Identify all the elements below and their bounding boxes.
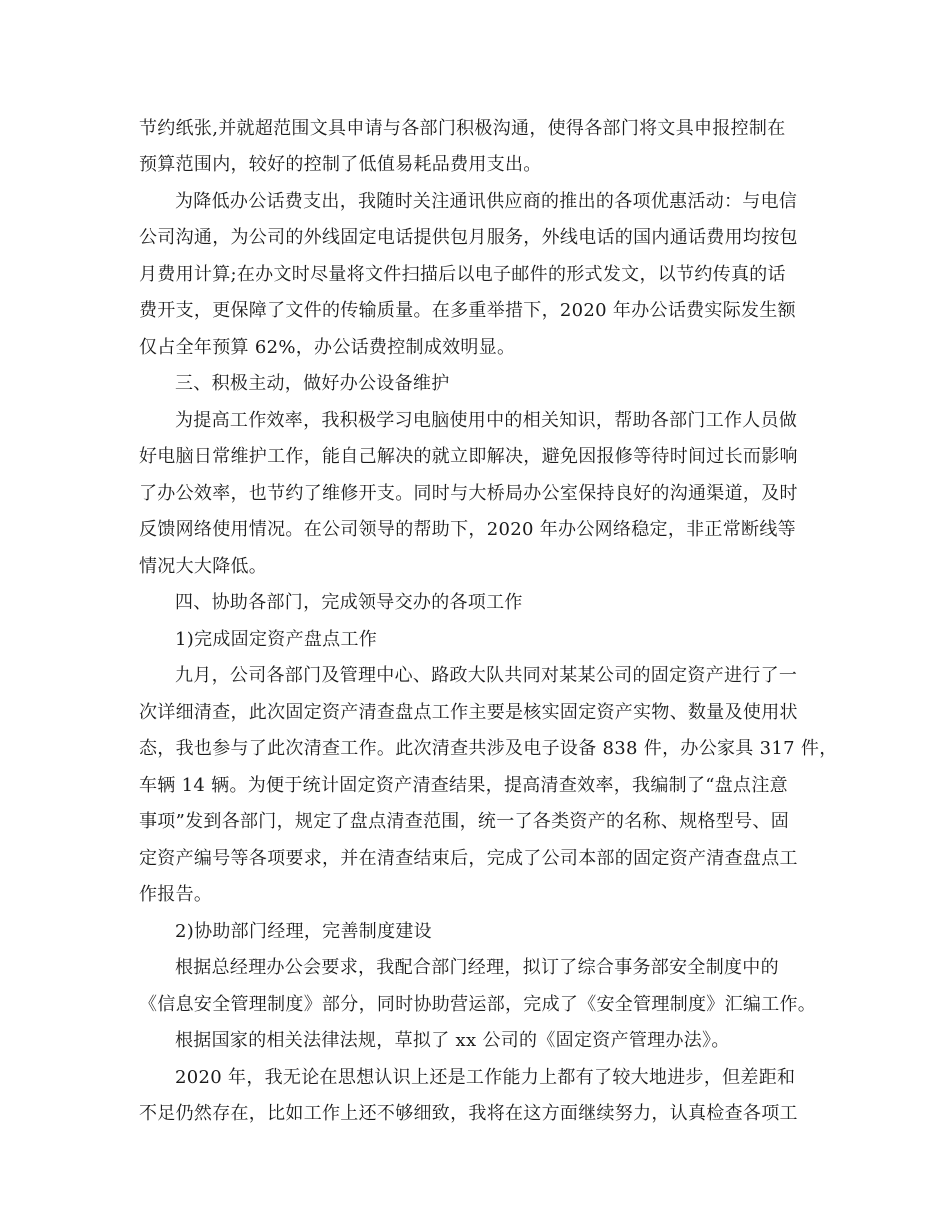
subsection-heading: 1)完成固定资产盘点工作 [175,629,378,650]
section-heading: 三、积极主动，做好办公设备维护 [175,373,450,394]
text-line: 车辆 14 辆。为便于统计固定资产清查结果，提高清查效率，我编制了“盘点注意 [139,775,788,796]
text-line: 月费用计算;在办文时尽量将文件扫描后以电子邮件的形式发文，以节约传真的话 [139,264,786,285]
text-line: 根据总经理办公会要求，我配合部门经理，拟订了综合事务部安全制度中的 [175,957,779,978]
text-line: 次详细清查，此次固定资产清查盘点工作主要是核实固定资产实物、数量及使用状 [139,702,798,723]
text-line: 不足仍然存在，比如工作上还不够细致，我将在这方面继续努力，认真检查各项工 [139,1103,798,1124]
text-line: 根据国家的相关法律法规，草拟了 xx 公司的《固定资产管理办法》。 [175,1030,730,1051]
text-line: 费开支，更保障了文件的传输质量。在多重举措下，2020 年办公话费实际发生额 [139,300,796,321]
text-line: 为降低办公话费支出，我随时关注通讯供应商的推出的各项优惠活动：与电信 [175,191,798,212]
text-line: 态，我也参与了此次清查工作。此次清查共涉及电子设备 838 件，办公家具 317 件， [139,738,838,759]
text-line: 事项”发到各部门，规定了盘点清查范围，统一了各类资产的名称、规格型号、固 [139,811,789,832]
text-line: 预算范围内，较好的控制了低值易耗品费用支出。 [139,154,542,175]
text-line: 九月，公司各部门及管理中心、路政大队共同对某某公司的固定资产进行了一 [175,665,798,686]
text-line: 情况大大降低。 [139,556,268,577]
section-heading: 四、协助各部门，完成领导交办的各项工作 [175,592,523,613]
subsection-heading: 2)协助部门经理，完善制度建设 [175,921,432,942]
text-line: 节约纸张,并就超范围文具申请与各部门积极沟通，使得各部门将文具申报控制在 [139,118,786,139]
text-line: 反馈网络使用情况。在公司领导的帮助下，2020 年办公网络稳定，非正常断线等 [139,519,796,540]
text-line: 《信息安全管理制度》部分，同时协助营运部，完成了《安全管理制度》汇编工作。 [139,994,817,1015]
text-line: 为提高工作效率，我积极学习电脑使用中的相关知识，帮助各部门工作人员做 [175,410,798,431]
text-line: 2020 年，我无论在思想认识上还是工作能力上都有了较大地进步，但差距和 [175,1067,796,1088]
text-line: 好电脑日常维护工作，能自己解决的就立即解决，避免因报修等待时间过长而影响 [139,446,798,467]
text-line: 仅占全年预算 62%，办公话费控制成效明显。 [139,337,516,358]
text-line: 公司沟通，为公司的外线固定电话提供包月服务，外线电话的国内通话费用均按包 [139,227,798,248]
text-line: 作报告。 [139,884,213,905]
text-line: 了办公效率，也节约了维修开支。同时与大桥局办公室保持良好的沟通渠道，及时 [139,483,798,504]
text-line: 定资产编号等各项要求，并在清查结束后，完成了公司本部的固定资产清查盘点工 [139,848,798,869]
